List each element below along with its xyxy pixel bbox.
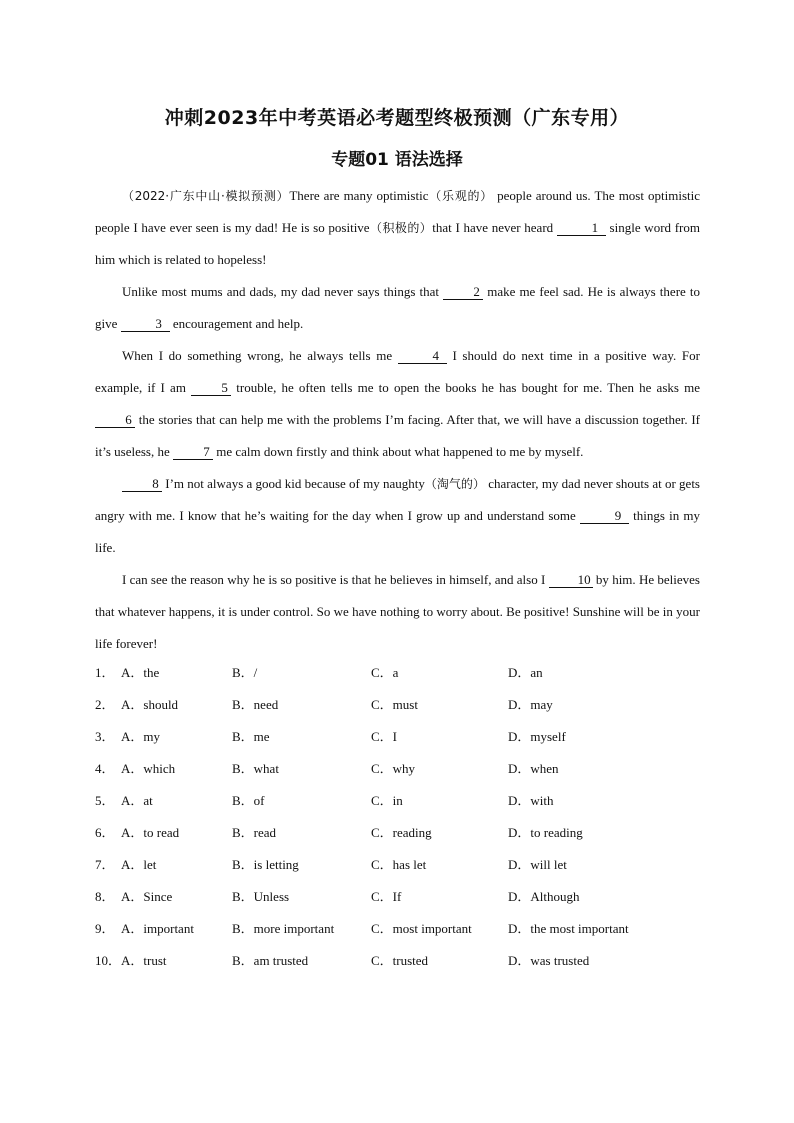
option-b[interactable]: B．of (232, 793, 265, 808)
page-subtitle: 专题01 语法选择 (331, 150, 463, 170)
passage-text: I can see the reason why he is so positive is that he believes in himself, and also I (122, 572, 549, 587)
option-a[interactable]: A．which (121, 761, 176, 776)
blank-1[interactable]: 1 (557, 221, 606, 236)
question-number: 10． (95, 953, 122, 968)
question-row (95, 721, 700, 753)
passage-text: make me feel sad. He is always there to give (95, 284, 700, 331)
question-row (95, 849, 700, 881)
question-number: 8． (95, 889, 115, 904)
option-b[interactable]: B．am trusted (232, 953, 309, 968)
option-b[interactable]: B．what (232, 761, 279, 776)
passage-text: character, my dad never shouts at or gets angry with me. I know that he’s waiting for the day when I grow up and understand some (95, 476, 700, 523)
passage-text: single word from him which is related to hopeless! (95, 220, 700, 267)
passage-text: When I do something wrong, he always tells me (122, 348, 398, 363)
question-number: 7． (95, 857, 115, 872)
option-d[interactable]: D．an (508, 665, 543, 680)
question-row (95, 817, 700, 849)
option-d[interactable]: D．will let (508, 857, 567, 872)
option-d[interactable]: D．the most important (508, 921, 629, 936)
question-row (95, 689, 700, 721)
passage-text: There are many optimistic (289, 188, 429, 203)
question-number: 9． (95, 921, 115, 936)
option-b[interactable]: B．me (232, 729, 270, 744)
option-c[interactable]: C．reading (371, 825, 432, 840)
passage-text: I’m not always a good kid because of my naughty (162, 476, 425, 491)
option-a[interactable]: A．my (121, 729, 161, 744)
paragraph-4 (95, 468, 700, 564)
option-c[interactable]: C．If (371, 889, 402, 904)
question-row (95, 753, 700, 785)
passage-text: encouragement and help. (169, 316, 304, 331)
option-a[interactable]: A．important (121, 921, 194, 936)
option-b[interactable]: B．is letting (232, 857, 299, 872)
blank-2[interactable]: 2 (443, 285, 483, 300)
option-d[interactable]: D．to reading (508, 825, 583, 840)
option-a[interactable]: A．should (121, 697, 179, 712)
question-number: 2． (95, 697, 115, 712)
question-row (95, 945, 700, 977)
blank-7[interactable]: 7 (173, 445, 213, 460)
option-b[interactable]: B．more important (232, 921, 335, 936)
option-c[interactable]: C．must (371, 697, 418, 712)
option-c[interactable]: C．most important (371, 921, 472, 936)
question-number: 3． (95, 729, 115, 744)
option-c[interactable]: C．has let (371, 857, 427, 872)
chinese-gloss: （积极的） (369, 221, 433, 235)
chinese-gloss: （乐观的） (428, 189, 494, 203)
question-row (95, 785, 700, 817)
option-a[interactable]: A．Since (121, 889, 173, 904)
option-d[interactable]: D．when (508, 761, 559, 776)
question-number: 4． (95, 761, 115, 776)
passage-text: by him. He believes that whatever happens, it is under control. So we have nothing to worry about. Be positive! Sunshine will be in your life forever! (95, 572, 700, 651)
blank-3[interactable]: 3 (121, 317, 170, 332)
option-b[interactable]: B．read (232, 825, 277, 840)
blank-9[interactable]: 9 (580, 509, 629, 524)
option-d[interactable]: D．with (508, 793, 554, 808)
option-b[interactable]: B．need (232, 697, 279, 712)
passage-text: I should do next time in a positive way. For example, if I am (95, 348, 700, 395)
passage-text: people around us. The most optimistic people I have ever seen is my dad! He is so positive (95, 188, 700, 235)
blank-8[interactable]: 8 (122, 477, 162, 492)
option-b[interactable]: B．Unless (232, 889, 290, 904)
page-title: 冲刺2023年中考英语必考题型终极预测（广东专用） (164, 107, 630, 129)
blank-10[interactable]: 10 (549, 573, 593, 588)
option-d[interactable]: D．Although (508, 889, 580, 904)
passage-text: things in my life. (95, 508, 700, 555)
option-c[interactable]: C．why (371, 761, 416, 776)
passage-text: that I have never heard (432, 220, 557, 235)
option-d[interactable]: D．may (508, 697, 553, 712)
question-number: 6． (95, 825, 115, 840)
question-number: 5． (95, 793, 115, 808)
passage-text: trouble, he often tells me to open the books he has bought for me. Then he asks me (231, 380, 700, 395)
passage-text: Unlike most mums and dads, my dad never says things that (122, 284, 444, 299)
chinese-gloss: （淘气的） (424, 477, 485, 491)
option-a[interactable]: A．let (121, 857, 157, 872)
reading-passage (95, 180, 700, 660)
option-c[interactable]: C．a (371, 665, 399, 680)
option-a[interactable]: A．the (121, 665, 160, 680)
passage-text: the stories that can help me with the problems I’m facing. After that, we will have a discussion together. If it’s useless, he (95, 412, 700, 459)
question-row (95, 657, 700, 689)
source-label: （2022·广东中山·模拟预测） (122, 189, 290, 203)
paragraph-5 (95, 564, 700, 660)
blank-5[interactable]: 5 (191, 381, 231, 396)
option-d[interactable]: D．myself (508, 729, 566, 744)
passage-text: me calm down firstly and think about what happened to me by myself. (213, 444, 584, 459)
blank-4[interactable]: 4 (398, 349, 447, 364)
question-list (95, 657, 700, 977)
paragraph-3 (95, 340, 700, 468)
option-c[interactable]: C．I (371, 729, 398, 744)
option-c[interactable]: C．in (371, 793, 403, 808)
blank-6[interactable]: 6 (95, 413, 135, 428)
option-c[interactable]: C．trusted (371, 953, 429, 968)
question-row (95, 913, 700, 945)
paragraph-2 (95, 276, 700, 340)
option-a[interactable]: A．trust (121, 953, 167, 968)
paragraph-1 (95, 180, 700, 276)
option-b[interactable]: B．/ (232, 665, 258, 680)
option-a[interactable]: A．at (121, 793, 153, 808)
option-a[interactable]: A．to read (121, 825, 180, 840)
question-row (95, 881, 700, 913)
option-d[interactable]: D．was trusted (508, 953, 590, 968)
question-number: 1． (95, 665, 115, 680)
